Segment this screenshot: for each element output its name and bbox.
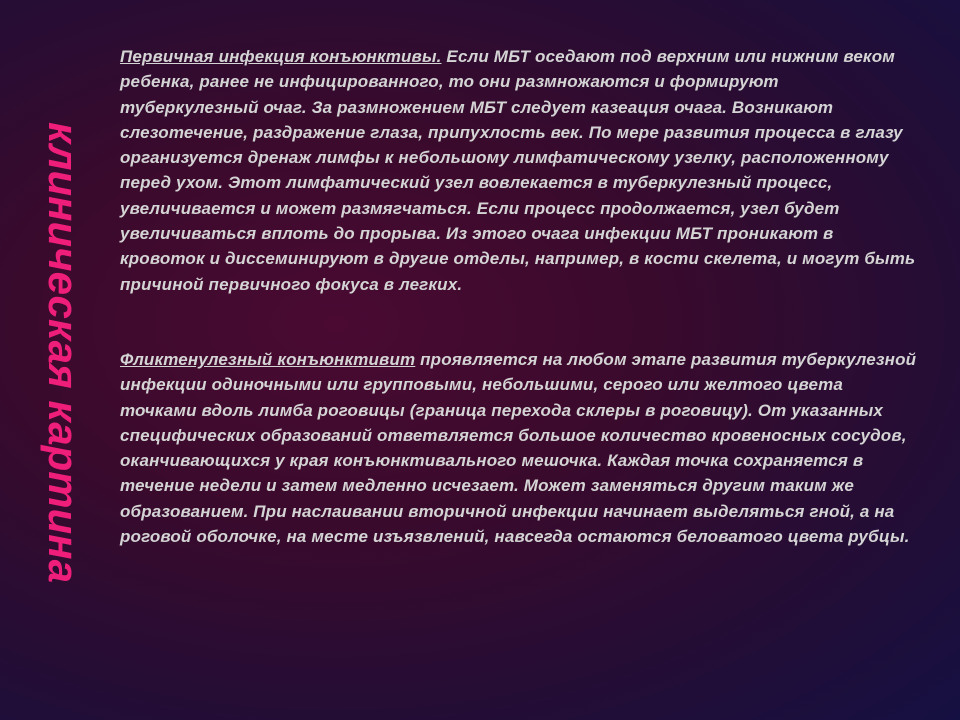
slide-body xyxy=(120,44,920,549)
slide-title: клиническая картина xyxy=(40,121,87,583)
paragraph-primary-infection xyxy=(120,44,920,297)
paragraph-lead: Первичная инфекция конъюнктивы. xyxy=(120,47,442,66)
paragraph-phlyctenular-conjunctivitis xyxy=(120,347,920,549)
paragraph-lead: Фликтенулезный конъюнктивит xyxy=(120,349,416,369)
paragraph-text: проявляется на любом этапе развития туберкулезной инфекции одиночными или групповыми, небольшими, серого или желтого цвета точками вдоль лимба роговицы (граница перехода склеры в роговицу). От указанных специфических образований ответвляется большое количество кровеносных сосудов, оканчивающихся у края конъюнктивального мешочка. Каждая точка сохраняется в течение недели и затем медленно исчезает. Может заменяться другим таким же образованием. При наслаивании вторичной инфекции начинает выделяться гной, а на роговой оболочке, на месте изъязвлений, навсегда остаются беловатого цвета рубцы. xyxy=(120,349,917,547)
paragraph-text: Если МБТ оседают под верхним или нижним веком ребенка, ранее не инфицированного, то они размножаются и формируют туберкулезный очаг. За размножением МБТ следует казеация очага. Возникают слезотечение, раздражение глаза, припухлость век. По мере развития процесса в глазу организуется дренаж лимфы к небольшому лимфатическому узелку, расположенному перед ухом. Этот лимфатический узел вовлекается в туберкулезный процесс, увеличивается и может размягчаться. Если процесс продолжается, узел будет увеличиваться вплоть до прорыва. Из этого очага инфекции МБТ проникают в кровоток и диссеминируют в другие отделы, например, в кости скелета, и могут быть причиной первичного фокуса в легких. xyxy=(120,47,916,294)
